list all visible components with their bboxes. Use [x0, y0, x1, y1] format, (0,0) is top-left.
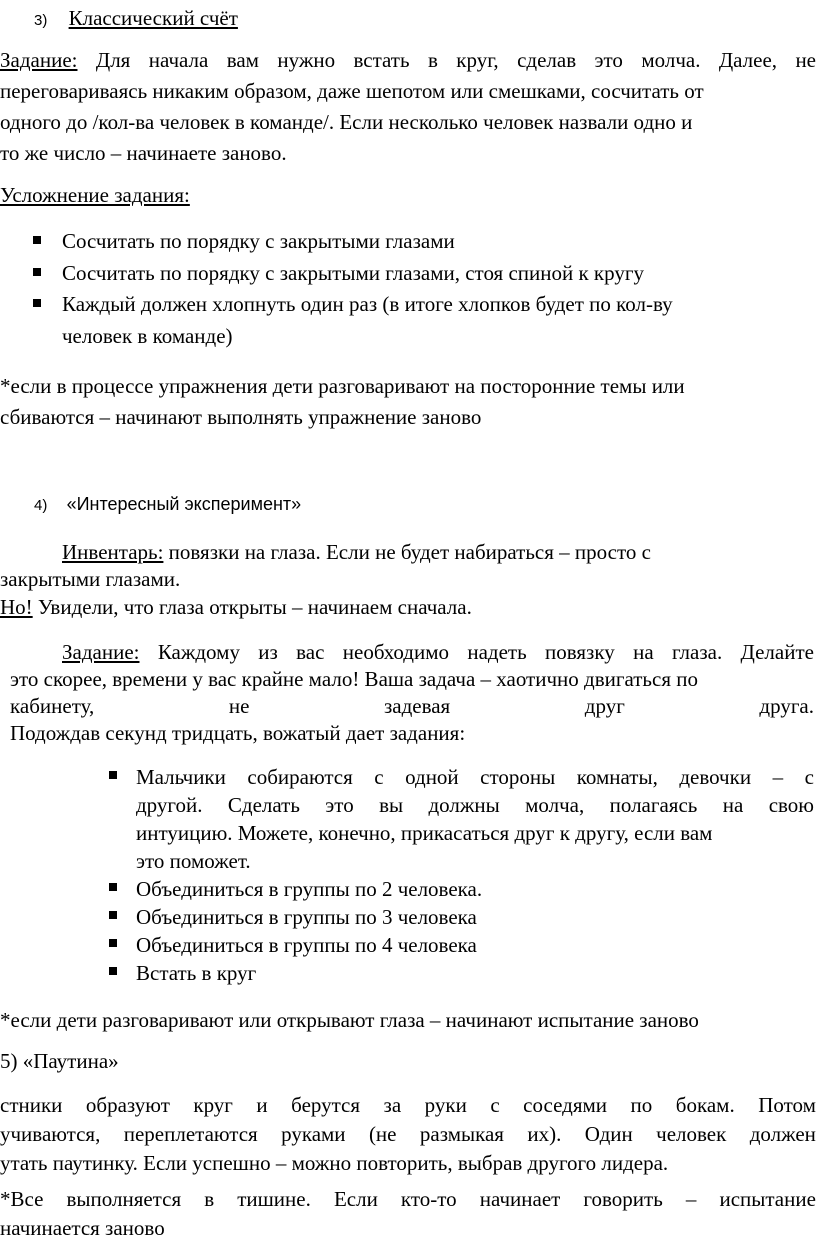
section-4-bullet-3: Объединиться в группы по 3 человека [136, 905, 477, 929]
word: не [228, 694, 250, 718]
word: одной [405, 765, 459, 789]
word: глаза. [671, 640, 723, 664]
bullet-marker [109, 771, 117, 779]
word: стороны [480, 765, 556, 789]
word: с [804, 765, 814, 789]
word: встать [353, 48, 410, 72]
inventory-line-2: закрытыми глазами. [0, 567, 181, 591]
word: по [630, 1093, 653, 1117]
section-4-bullet-2: Объединиться в группы по 2 человека. [136, 877, 483, 901]
section-4-bullet-1-line-1 [136, 764, 814, 790]
word: кабинету, [10, 694, 95, 718]
complication-item: Каждый должен хлопнуть один раз (в итоге хлопков будет по кол-ву [62, 292, 673, 316]
section-4-bullet-1-line-4: это поможет. [136, 849, 251, 873]
section-3-title: Классический счёт [68, 6, 238, 30]
word: на [722, 793, 744, 817]
word: девочки [679, 765, 752, 789]
word: Для [95, 48, 131, 72]
word: другой. [136, 793, 203, 817]
word: *Все [0, 1187, 44, 1211]
section-5-title: 5) «Паутина» [0, 1049, 119, 1073]
word: должны [428, 793, 500, 817]
but-label: Но! [0, 595, 33, 619]
section-3-task-line-1 [0, 47, 816, 73]
complication-item-continued: человек в команде) [62, 324, 233, 348]
section-4-note: *если дети разговаривают или открывают глаза – начинают испытание заново [0, 1008, 699, 1032]
word: вас [296, 640, 325, 664]
word: выполняется [66, 1187, 182, 1211]
word: и [256, 1093, 268, 1117]
word: это [594, 48, 623, 72]
word: испытание [719, 1187, 816, 1211]
word: стники [0, 1093, 63, 1117]
word: друга. [759, 694, 814, 718]
word: на [633, 640, 654, 664]
word: необходимо [342, 640, 450, 664]
but-line [0, 594, 472, 620]
section-3-task-line-4: то же число – начинаете заново. [0, 141, 287, 165]
word: в [427, 48, 438, 72]
word: соседями [523, 1093, 608, 1117]
word: Один [584, 1122, 633, 1146]
section-3-heading [34, 5, 238, 34]
word: (не [368, 1122, 397, 1146]
word: круг [193, 1093, 233, 1117]
word: человек [656, 1122, 727, 1146]
word: собираются [247, 765, 353, 789]
complication-heading: Усложнение задания: [0, 183, 190, 207]
section-4-bullet-1-line-2 [136, 792, 814, 818]
word: Потом [758, 1093, 816, 1117]
section-4-task-line-2: это скорее, времени у вас крайне мало! Ваша задача – хаотично двигаться по [10, 667, 698, 691]
word: комнаты, [576, 765, 658, 789]
complication-item: Сосчитать по порядку с закрытыми глазами, стоя спиной к кругу [62, 261, 644, 285]
task-label: Задание: [0, 48, 78, 72]
word: руки [424, 1093, 467, 1117]
bullet-marker [33, 299, 41, 307]
word: сделав [517, 48, 577, 72]
word: Делайте [740, 640, 814, 664]
inventory-line-1 [62, 539, 651, 565]
word: тишине. [237, 1187, 311, 1211]
bullet-marker [109, 883, 117, 891]
complication-item: Сосчитать по порядку с закрытыми глазами [62, 229, 455, 253]
bullet-marker [109, 967, 117, 975]
word: вы [379, 793, 404, 817]
word: переплетаются [123, 1122, 258, 1146]
word: круг, [456, 48, 499, 72]
word: Сделать [227, 793, 300, 817]
word: должен [749, 1122, 816, 1146]
section-5-note-line-1 [0, 1186, 816, 1212]
section-4-bullet-1-line-3: интуицию. Можете, конечно, прикасаться друг к другу, если вам [136, 821, 713, 845]
word: с [374, 765, 384, 789]
bullet-marker [109, 939, 117, 947]
word: вам [226, 48, 259, 72]
word: образуют [85, 1093, 170, 1117]
section-4-bullet-4: Объединиться в группы по 4 человека [136, 933, 477, 957]
word: берутся [291, 1093, 361, 1117]
section-4-number: 4) [34, 497, 48, 514]
section-4-bullet-5: Встать в круг [136, 961, 257, 985]
word: нужно [277, 48, 336, 72]
word: Далее, [718, 48, 778, 72]
word: задевая [383, 694, 451, 718]
word: Если [333, 1187, 378, 1211]
word: – [685, 1187, 697, 1211]
but-text: Увидели, что глаза открыты – начинаем сначала. [32, 595, 472, 619]
section-3-note-line-1: *если в процессе упражнения дети разговаривают на посторонние темы или [0, 374, 685, 398]
word: не [795, 48, 816, 72]
word: из [258, 640, 278, 664]
word: полагаясь [609, 793, 698, 817]
bullet-marker [33, 236, 41, 244]
word: кто-то [400, 1187, 457, 1211]
bullet-marker [33, 268, 41, 276]
section-5-note-line-2: начинается заново [0, 1216, 165, 1240]
word: бокам. [675, 1093, 735, 1117]
section-5-line-2 [0, 1121, 816, 1147]
word: молча. [641, 48, 701, 72]
word: – [772, 765, 784, 789]
section-4-task-line-4: Подождав секунд тридцать, вожатый дает задания: [10, 721, 466, 745]
word: надеть [467, 640, 527, 664]
word: начинает [479, 1187, 561, 1211]
word: начала [148, 48, 209, 72]
section-4-task-line-1 [10, 639, 814, 665]
word: повязку [545, 640, 615, 664]
word: друг [584, 694, 625, 718]
task-label: Задание: [62, 640, 140, 664]
section-3-note-line-2: сбиваются – начинают выполнять упражнение заново [0, 405, 482, 429]
word: говорить [583, 1187, 663, 1211]
word: за [383, 1093, 402, 1117]
word: размыкая [419, 1122, 504, 1146]
word: свою [768, 793, 814, 817]
word: их). [527, 1122, 562, 1146]
word: учиваются, [0, 1122, 101, 1146]
section-4-task-line-3 [10, 693, 814, 719]
word: руками [281, 1122, 346, 1146]
section-5-line-3: утать паутинку. Если успешно – можно повторить, выбрав другого лидера. [0, 1151, 669, 1175]
section-3-task-line-2: переговариваясь никаким образом, даже шепотом или смешками, сосчитать от [0, 79, 704, 103]
inventory-text: повязки на глаза. Если не будет набираться – просто с [163, 540, 651, 564]
section-4-heading [34, 490, 301, 519]
inventory-label: Инвентарь: [62, 540, 164, 564]
word: в [204, 1187, 215, 1211]
section-4-title: «Интересный эксперимент» [66, 494, 302, 514]
section-3-task-line-3: одного до /кол-ва человек в команде/. Если несколько человек назвали одно и [0, 110, 693, 134]
bullet-marker [109, 911, 117, 919]
word: Мальчики [136, 765, 226, 789]
word: Каждому [157, 640, 240, 664]
word: с [490, 1093, 500, 1117]
word: молча, [525, 793, 585, 817]
section-5-line-1 [0, 1092, 816, 1118]
word: это [325, 793, 354, 817]
section-3-number: 3) [34, 12, 48, 29]
